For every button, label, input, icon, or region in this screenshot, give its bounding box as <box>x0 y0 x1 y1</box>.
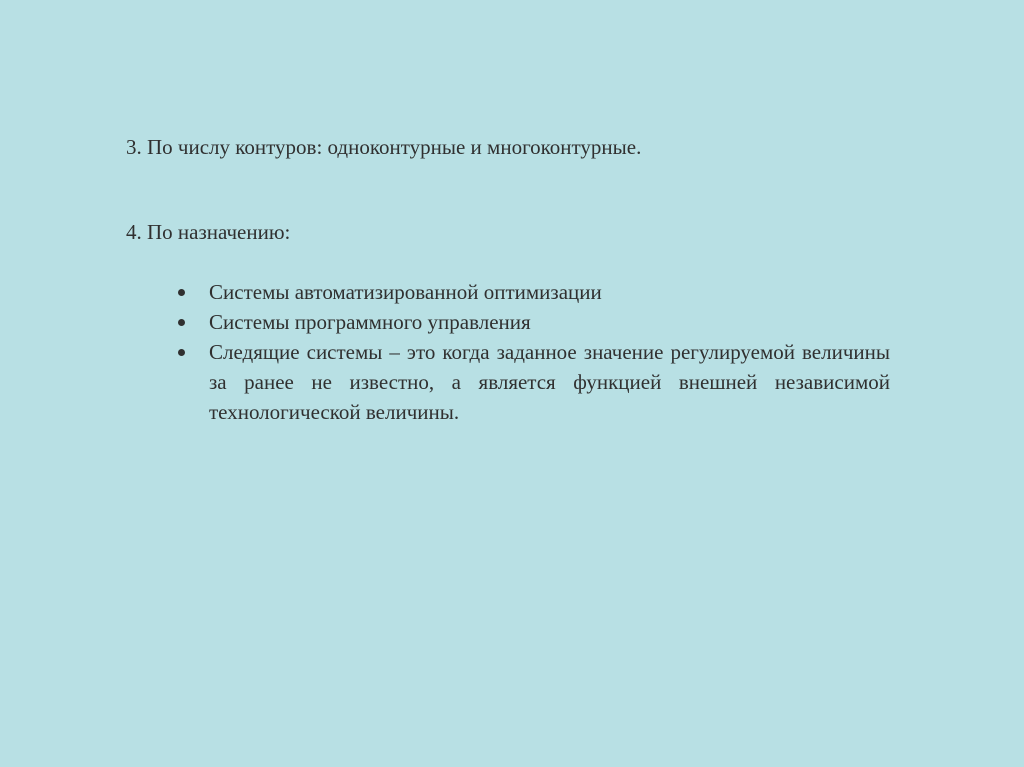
paragraph-by-purpose: 4. По назначению: <box>126 220 291 244</box>
list-item <box>176 277 890 307</box>
purpose-bullet-list <box>176 277 890 427</box>
bullet-icon <box>178 319 185 326</box>
list-item-text: Следящие системы – это когда заданное значение регулируемой величины за ранее не известно, а является функцией внешней независимой технологической величины. <box>209 340 890 424</box>
list-item-text: Системы автоматизированной оптимизации <box>209 280 602 304</box>
list-item <box>176 307 890 337</box>
bullet-icon <box>178 289 185 296</box>
list-item <box>176 337 890 427</box>
bullet-icon <box>178 349 185 356</box>
list-item-text: Системы программного управления <box>209 310 531 334</box>
paragraph-by-contours: 3. По числу контуров: одноконтурные и многоконтурные. <box>126 135 642 159</box>
